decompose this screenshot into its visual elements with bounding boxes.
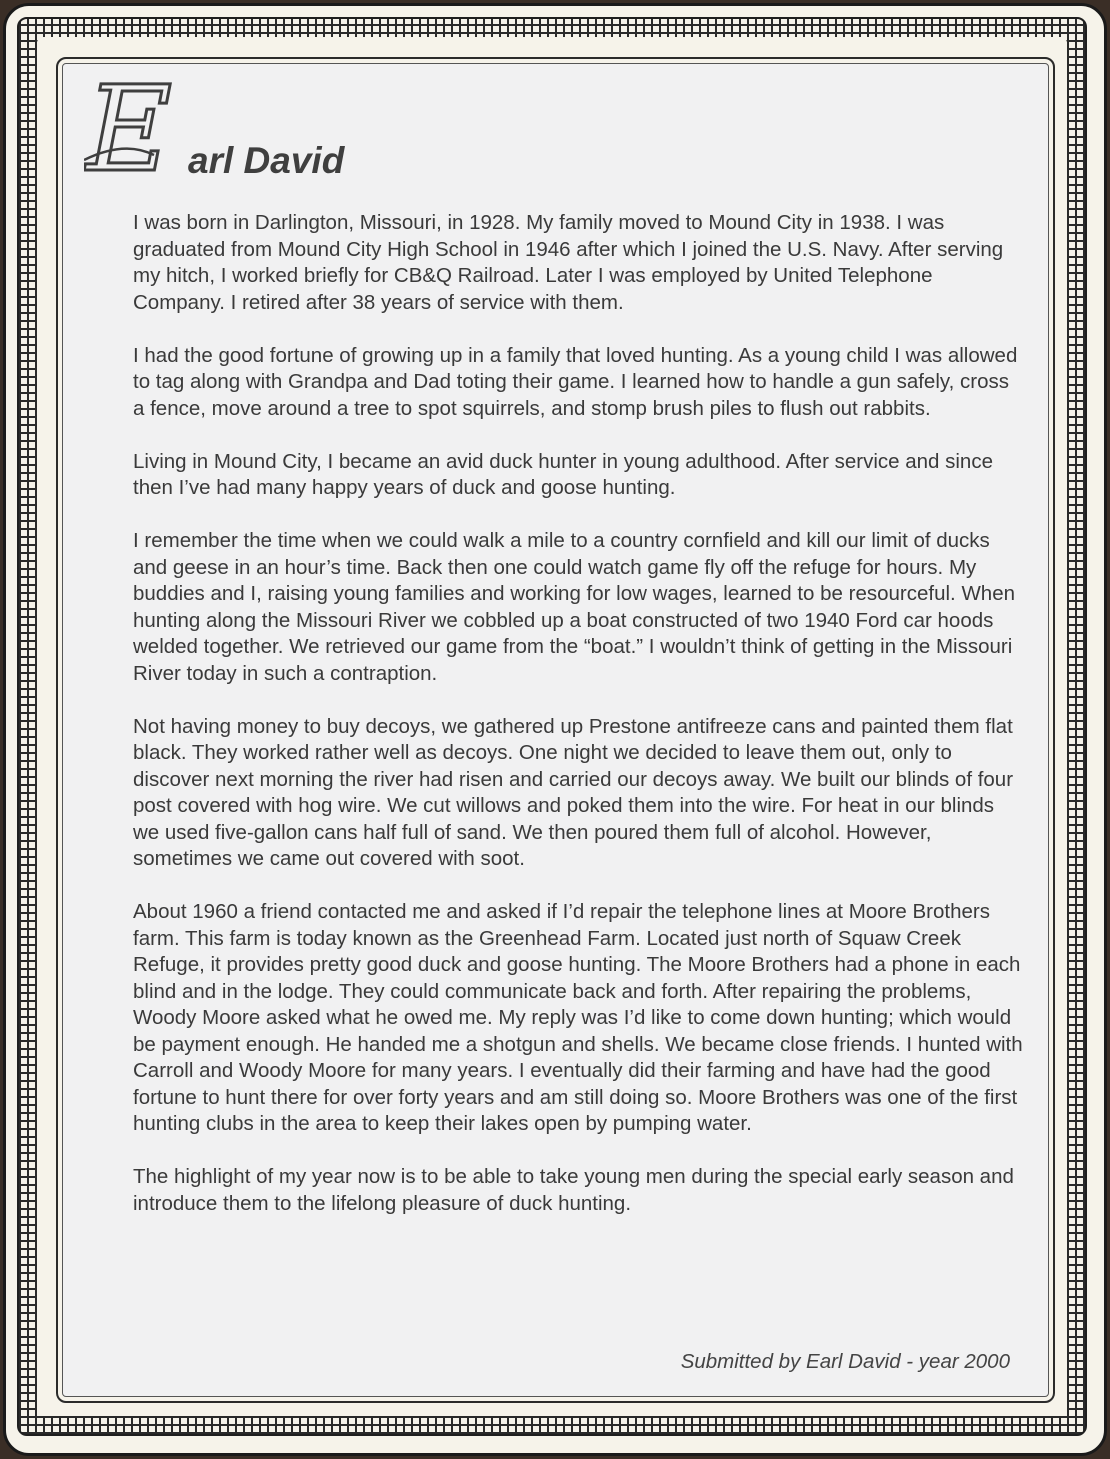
title-initial: E (86, 70, 173, 190)
paragraph-5: Not having money to buy decoys, we gathered up Prestone antifreeze cans and painted them flat black. They worked rather well as decoys. One night we decided to leave them out, only to discover next morning the river had risen and carried our decoys away. We built our blinds of four post covered with hog wire. We cut willows and poked them into the wire. For heat in our blinds we used five-gallon cans half full of sand. We then poured them full of alcohol. However, sometimes we came out covered with soot. (133, 714, 1014, 870)
paragraph-2: I had the good fortune of growing up in a family that loved hunting. As a young child I was allowed to tag along with Grandpa and Dad toting their game. I learned how to handle a gun safely, cross a fence, move around a tree to spot squirrels, and stomp brush piles to flush out rabbits. (133, 343, 1018, 420)
letter-body (133, 210, 1023, 1244)
page-title: arl David (188, 140, 345, 181)
signature: Submitted by Earl David - year 2000 (680, 1350, 1010, 1373)
paragraph-1: I was born in Darlington, Missouri, in 1928. My family moved to Mound City in 1938. I was graduated from Mound City High School in 1946 after which I joined the U.S. Navy. After serving my hitch, I worked briefly for CB&Q Railroad. Later I was employed by United Telephone Company. I retired after 38 years of service with them. (133, 211, 1004, 314)
paragraph-7: The highlight of my year now is to be able to take young men during the special early season and introduce them to the lifelong pleasure of duck hunting. (133, 1165, 1014, 1215)
script-e-initial-icon (84, 70, 204, 190)
paragraph-3: Living in Mound City, I became an avid duck hunter in young adulthood. After service and since then I’ve had many happy years of duck and goose hunting. (133, 449, 993, 499)
paragraph-6: About 1960 a friend contacted me and asked if I’d repair the telephone lines at Moore Brothers farm. This farm is today known as the Greenhead Farm. Located just north of Squaw Creek Refuge, it provides pretty good duck and goose hunting. The Moore Brothers had a phone in each blind and in the lodge. They could communicate back and forth. After repairing the problems, Woody Moore asked what he owed me. My reply was I’d like to come down hunting; which would be payment enough. He handed me a shotgun and shells. We became close friends. I hunted with Carroll and Woody Moore for many years. I eventually did their farming and have had the good fortune to hunt there for over forty years and am still doing so. Moore Brothers was one of the first hunting clubs in the area to keep their lakes open by pumping water. (133, 900, 1023, 1135)
paragraph-4: I remember the time when we could walk a mile to a country cornfield and kill our limit of ducks and geese in an hour’s time. Back then one could watch game fly off the refuge for hours. My buddies and I, raising young families and working for low wages, learned to be resourceful. When hunting along the Missouri River we cobbled up a boat constructed of two 1940 Ford car hoods welded together. We retrieved our game from the “boat.” I wouldn’t think of getting in the Missouri River today in such a contraption. (133, 529, 1015, 685)
